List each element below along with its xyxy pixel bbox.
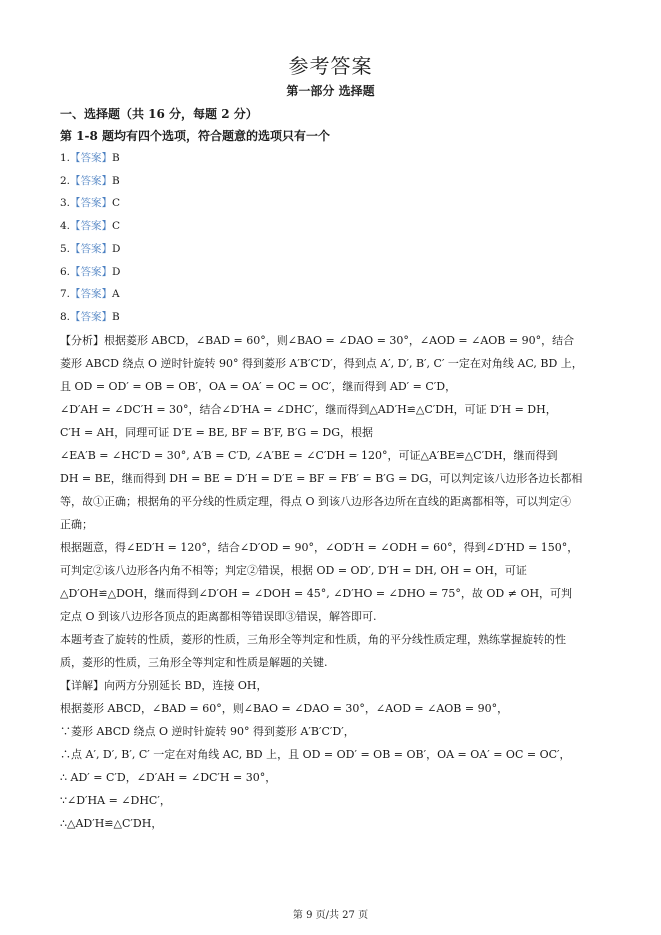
- content-body: [60, 103, 606, 835]
- answer-item: [60, 283, 606, 306]
- analysis-line: 质，菱形的性质，三角形全等判定和性质是解题的关键.: [60, 655, 328, 669]
- answer-value: D: [112, 242, 121, 255]
- answer-number: 1.: [60, 152, 71, 164]
- analysis-line: △D′OH≌△DOH，继而得到∠D′OH = ∠DOH = 45°, ∠D′HO = ∠DHO = 75°，故 OD ≠ OH，可判: [60, 586, 573, 600]
- analysis-line: 正确；: [60, 517, 93, 531]
- section-title: 第一部分 选择题: [286, 84, 375, 98]
- part-heading: 一、选择题（共 16 分，每题 2 分）: [60, 107, 258, 121]
- analysis-block: [60, 329, 606, 835]
- analysis-line: 菱形 ABCD 绕点 O 逆时针旋转 90° 得到菱形 A′B′C′D′，得到点 A′, D′, B′, C′ 一定在对角线 AC, BD 上，: [60, 356, 583, 370]
- analysis-line: C′H = AH，同理可证 D′E = BE, BF = B′F, B′G = DG，根据: [60, 425, 374, 439]
- analysis-line: ∴△AD′H≌△C′DH，: [60, 816, 163, 830]
- answer-number: 2.: [60, 174, 71, 187]
- analysis-line: ∵菱形 ABCD 绕点 O 逆时针旋转 90° 得到菱形 A′B′C′D′，: [60, 724, 355, 738]
- answer-item: [60, 261, 606, 284]
- answer-value: B: [112, 152, 120, 164]
- answer-item: [60, 215, 606, 238]
- analysis-line: 根据题意，得∠ED′H = 120°，结合∠D′OD = 90°，∠OD′H = ∠ODH = 60°，得到∠D′HD = 150°，: [60, 540, 579, 554]
- analysis-line: DH = BE，继而得到 DH = BE = D′H = D′E = BF = FB′ = B′G = DG，可以判定该八边形各边长都相: [60, 471, 583, 485]
- analysis-line: 【详解】向两方分别延长 BD，连接 OH，: [60, 678, 268, 692]
- analysis-line: ∠EA′B = ∠HC′D = 30°, A′B = C′D, ∠A′BE = ∠C′DH = 120°，可证△A′BE≌△C′DH，继而得到: [60, 448, 558, 462]
- answer-tag: 【答案】: [70, 197, 113, 210]
- answer-number: 6.: [60, 265, 71, 278]
- answer-tag: 【答案】: [70, 288, 113, 301]
- answer-number: 4.: [60, 220, 71, 233]
- analysis-line: 且 OD = OD′ = OB = OB′，OA = OA′ = OC = OC′，继而得到 AD′ = C′D，: [60, 379, 457, 393]
- answer-tag: 【答案】: [70, 242, 113, 255]
- analysis-line: ∴点 A′, D′, B′, C′ 一定在对角线 AC, BD 上，且 OD = OD′ = OB = OB′，OA = OA′ = OC = OC′，: [60, 747, 571, 761]
- page-footer: 第 9 页/共 27 页: [292, 910, 369, 921]
- answer-tag: 【答案】: [70, 310, 113, 323]
- analysis-line: ∴ AD′ = C′D，∠D′AH = ∠DC′H = 30°，: [60, 770, 277, 784]
- answer-item: [60, 306, 606, 329]
- answer-value: D: [112, 265, 121, 278]
- answer-tag: 【答案】: [70, 220, 113, 233]
- analysis-line: ∵∠D′HA = ∠DHC′，: [60, 793, 171, 807]
- answer-value: B: [112, 174, 120, 187]
- answer-list: [60, 147, 606, 329]
- analysis-line: ∠D′AH = ∠DC′H = 30°，结合∠D′HA = ∠DHC′，继而得到△AD′H≌△C′DH，可证 D′H = DH，: [60, 402, 557, 416]
- answer-number: 3.: [60, 197, 71, 210]
- analysis-line: 根据菱形 ABCD，∠BAD = 60°，则∠BAO = ∠DAO = 30°，∠AOD = ∠AOB = 90°，: [60, 701, 509, 715]
- analysis-line: 定点 O 到该八边形各顶点的距离都相等错误即③错误，解答即可.: [60, 609, 377, 623]
- answer-value: B: [112, 310, 120, 323]
- answer-number: 7.: [60, 288, 71, 301]
- answer-item: [60, 170, 606, 193]
- answer-item: [60, 192, 606, 215]
- analysis-line: 可判定②该八边形各内角不相等；判定②错误，根据 OD = OD′, D′H = DH, OH = OH，可证: [60, 563, 527, 577]
- analysis-line: 本题考查了旋转的性质，菱形的性质，三角形全等判定和性质，角的平分线性质定理，熟练掌握旋转的性: [60, 632, 566, 646]
- answer-item: [60, 238, 606, 261]
- answer-value: A: [112, 288, 120, 301]
- answer-value: C: [112, 220, 121, 233]
- analysis-line: 等，故①正确；根据角的平分线的性质定理，得点 O 到该八边形各边所在直线的距离都相等，可以判定④: [60, 494, 572, 508]
- page-title: 参考答案: [288, 54, 373, 78]
- answer-number: 5.: [60, 242, 71, 255]
- answer-tag: 【答案】: [70, 174, 113, 187]
- answer-number: 8.: [60, 310, 71, 323]
- analysis-line: 【分析】根据菱形 ABCD，∠BAD = 60°，则∠BAO = ∠DAO = 30°，∠AOD = ∠AOB = 90°，结合: [60, 333, 575, 347]
- answer-tag: 【答案】: [70, 152, 113, 164]
- answer-value: C: [112, 197, 121, 210]
- answer-item: [60, 147, 606, 170]
- instruction: 第 1-8 题均有四个选项，符合题意的选项只有一个: [60, 129, 331, 143]
- answer-tag: 【答案】: [70, 265, 113, 278]
